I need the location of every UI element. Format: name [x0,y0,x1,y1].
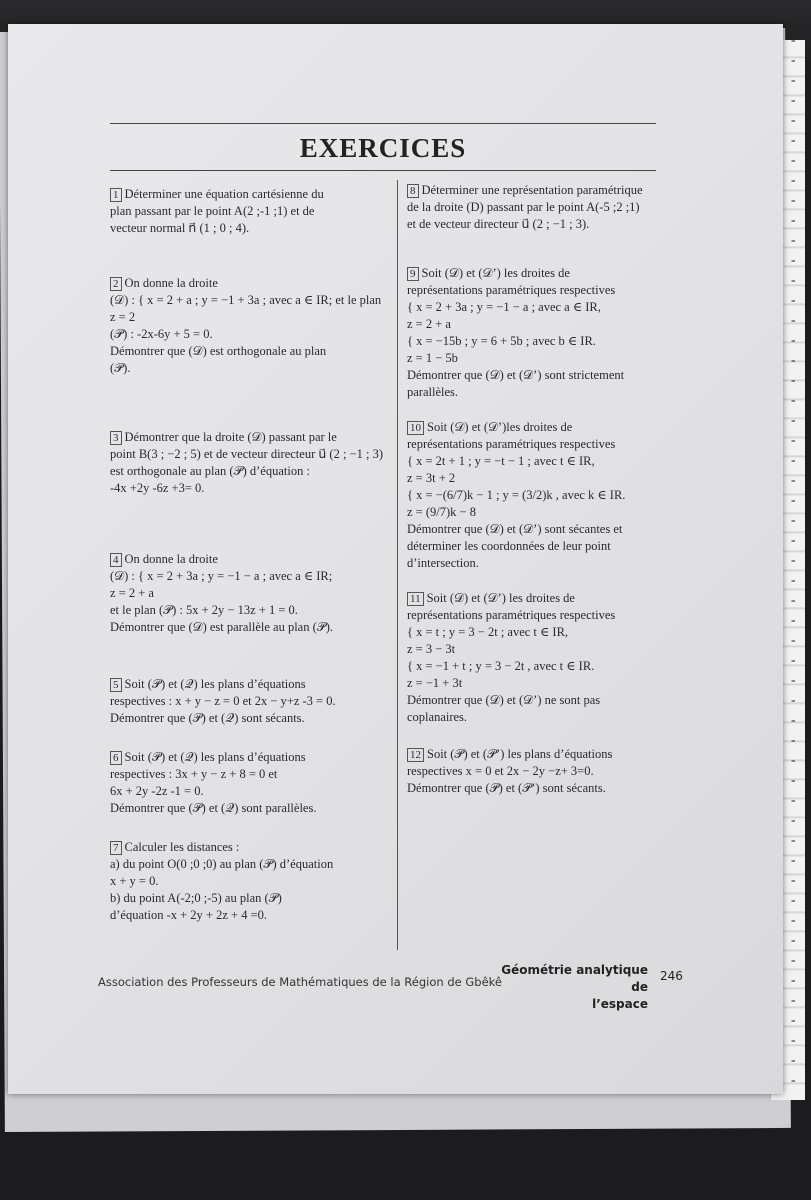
exercise-11 [407,590,669,726]
exercise-number: 4 [110,553,122,567]
exercise-4-line: et le plan (𝒫) : 5x + 2y − 13z + 1 = 0. [110,603,298,617]
exercise-number: 7 [110,841,122,855]
exercise-3 [110,429,390,497]
exercise-7-line: x + y = 0. [110,874,159,888]
exercise-12-first-line [407,746,669,763]
exercise-8-first-line [407,182,669,199]
exercise-3-line: -4x +2y -6z +3= 0. [110,481,205,495]
exercise-7-line: Calculer les distances : [124,840,240,854]
exercise-12-line: Soit (𝒫) et (𝒫’) les plans d’équations [427,747,613,761]
exercise-number: 12 [407,748,424,762]
exercise-10-line: Démontrer que (𝒟) et (𝒟’) sont sécantes et [407,522,623,536]
exercise-number: 5 [110,678,122,692]
exercise-9-line: { x = −15b ; y = 6 + 5b ; avec b ∈ IR. [407,334,596,348]
exercise-12-line: respectives x = 0 et 2x − 2y −z+ 3=0. [407,764,594,778]
exercise-2-line: (𝒟) : { x = 2 + a ; y = −1 + 3a ; avec a ∈ IR; et le plan [110,293,382,307]
exercise-9-line: { x = 2 + 3a ; y = −1 − a ; avec a ∈ IR, [407,300,601,314]
exercise-7-line: b) du point A(-2;0 ;-5) au plan (𝒫) [110,891,282,905]
exercise-2-line: On donne la droite [124,276,218,290]
exercise-1-line: vecteur normal n⃗ (1 ; 0 ; 4). [110,221,250,235]
exercise-11-line: { x = −1 + t ; y = 3 − 2t , avec t ∈ IR. [407,659,595,673]
footer-association: Association des Professeurs de Mathématiques de la Région de Gbêkê [98,975,502,989]
footer-theme-line1: Géométrie analytique de [501,963,648,994]
exercise-number: 11 [407,592,424,606]
exercise-8-line: de la droite (D) passant par le point A(-5 ;2 ;1) [407,200,640,214]
exercise-12 [407,746,669,797]
exercise-3-line: est orthogonale au plan (𝒫) d’équation : [110,464,310,478]
exercise-number: 8 [407,184,419,198]
left-column [110,186,390,934]
exercise-2-line: Démontrer que (𝒟) est orthogonale au plan [110,344,327,358]
exercise-11-line: { x = t ; y = 3 − 2t ; avec t ∈ IR, [407,625,569,639]
exercise-10-line: z = (9/7)k − 8 [407,505,476,519]
exercise-12-line: Démontrer que (𝒫) et (𝒫’) sont sécants. [407,781,606,795]
exercise-10-line: { x = 2t + 1 ; y = −t − 1 ; avec t ∈ IR, [407,454,595,468]
exercise-11-line: représentations paramétriques respectives [407,608,616,622]
exercise-11-first-line [407,590,669,607]
exercise-9-line: parallèles. [407,385,459,399]
exercise-10-line: déterminer les coordonnées de leur point [407,539,611,553]
exercise-2-first-line [110,275,390,292]
exercise-8 [407,182,669,233]
exercise-3-line: Démontrer que la droite (𝒟) passant par le [124,430,337,444]
title-rule-top [110,123,656,124]
exercise-5-line: Soit (𝒫) et (𝒬) les plans d’équations [124,677,306,691]
exercise-9 [407,265,669,401]
exercise-4 [110,551,390,636]
exercise-1-line: plan passant par le point A(2 ;-1 ;1) et de [110,204,315,218]
exercise-10-line: d’intersection. [407,556,479,570]
exercise-7-first-line [110,839,390,856]
exercise-7-line: d’équation -x + 2y + 2z + 4 =0. [110,908,267,922]
exercise-2-line: (𝒫) : -2x-6y + 5 = 0. [110,327,213,341]
exercise-8-line: Déterminer une représentation paramétrique [421,183,643,197]
exercise-11-line: z = 3 − 3t [407,642,456,656]
exercise-5-first-line [110,676,390,693]
exercise-6-first-line [110,749,390,766]
right-column [407,182,669,807]
exercise-6 [110,749,390,817]
exercise-5-line: Démontrer que (𝒫) et (𝒬) sont sécants. [110,711,305,725]
exercise-number: 3 [110,431,122,445]
page-title: EXERCICES [299,133,467,163]
exercise-11-line: Démontrer que (𝒟) et (𝒟’) ne sont pas [407,693,601,707]
exercise-6-line: Démontrer que (𝒫) et (𝒬) sont parallèles. [110,801,317,815]
exercise-number: 6 [110,751,122,765]
exercise-5 [110,676,390,727]
exercise-9-first-line [407,265,669,282]
title-rule-bottom [110,170,656,171]
exercise-2 [110,275,390,377]
exercise-9-line: Soit (𝒟) et (𝒟’) les droites de [421,266,570,280]
exercise-number: 1 [110,188,122,202]
exercise-11-line: Soit (𝒟) et (𝒟’) les droites de [426,591,575,605]
exercise-1 [110,186,390,237]
exercise-10-line: z = 3t + 2 [407,471,456,485]
exercise-9-line: Démontrer que (𝒟) et (𝒟’) sont strictement [407,368,625,382]
column-divider [397,180,398,950]
exercise-10-line: représentations paramétriques respectives [407,437,616,451]
exercise-1-first-line [110,186,390,203]
exercise-7-line: a) du point O(0 ;0 ;0) au plan (𝒫) d’équation [110,857,334,871]
exercise-6-line: Soit (𝒫) et (𝒬) les plans d’équations [124,750,306,764]
exercise-3-first-line [110,429,390,446]
footer-theme [490,962,648,1013]
exercise-6-line: respectives : 3x + y − z + 8 = 0 et [110,767,278,781]
exercise-1-line: Déterminer une équation cartésienne du [124,187,324,201]
exercise-10 [407,419,669,572]
exercise-number: 2 [110,277,122,291]
exercise-6-line: 6x + 2y -2z -1 = 0. [110,784,204,798]
exercise-4-line: Démontrer que (𝒟) est parallèle au plan (𝒫). [110,620,334,634]
footer-theme-line2: l’espace [592,997,648,1011]
exercise-9-line: z = 2 + a [407,317,451,331]
exercise-11-line: coplanaires. [407,710,468,724]
exercise-9-line: représentations paramétriques respectives [407,283,616,297]
exercise-5-line: respectives : x + y − z = 0 et 2x − y+z -3 = 0. [110,694,336,708]
exercise-4-line: z = 2 + a [110,586,154,600]
exercise-9-line: z = 1 − 5b [407,351,458,365]
page-number: 246 [660,969,683,983]
exercise-8-line: et de vecteur directeur u⃗ (2 ; −1 ; 3). [407,217,590,231]
exercise-10-first-line [407,419,669,436]
exercise-7 [110,839,390,924]
exercise-2-line: z = 2 [110,310,136,324]
exercise-number: 10 [407,421,424,435]
exercise-2-line: (𝒫). [110,361,131,375]
exercise-4-first-line [110,551,390,568]
exercise-10-line: Soit (𝒟) et (𝒟’)les droites de [427,420,573,434]
exercise-10-line: { x = −(6/7)k − 1 ; y = (3/2)k , avec k ∈ IR. [407,488,626,502]
exercise-number: 9 [407,267,419,281]
exercise-4-line: On donne la droite [124,552,218,566]
exercise-11-line: z = −1 + 3t [407,676,463,690]
exercise-3-line: point B(3 ; −2 ; 5) et de vecteur directeur u⃗ (2 ; −1 ; 3) [110,447,383,461]
exercise-4-line: (𝒟) : { x = 2 + 3a ; y = −1 − a ; avec a ∈ IR; [110,569,333,583]
